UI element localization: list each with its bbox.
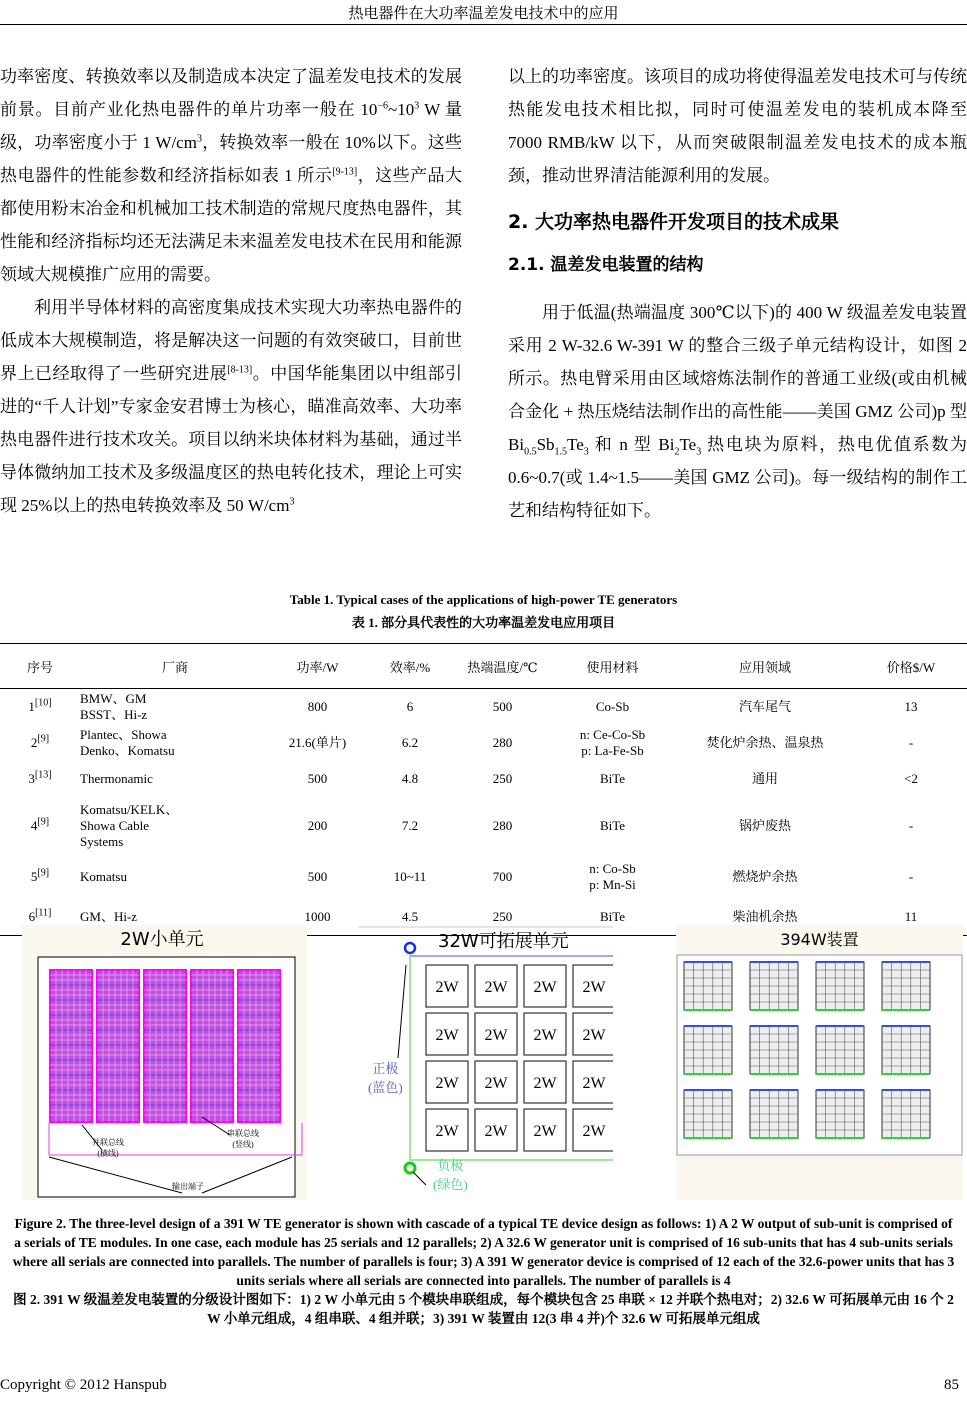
cell-mat: BiTe <box>599 771 626 786</box>
cell-mat: Co-Sb <box>595 699 630 714</box>
cell-maker: Komatsu <box>80 869 127 884</box>
cell-label: 2W <box>582 1027 606 1044</box>
negative-terminal-icon <box>405 1163 415 1173</box>
column-header: 序号 <box>0 644 80 689</box>
cell-app: 焚化炉余热、温泉热 <box>706 735 824 750</box>
cell-mat: BiTe <box>550 899 675 935</box>
cell-no: 2[9] <box>30 733 50 750</box>
annotation-parallel-bus: 并联总线 (横线) <box>92 1138 124 1158</box>
cell-label: 2W <box>484 1027 508 1044</box>
cell-price: - <box>908 818 914 833</box>
panel-title: 32W可拓展单元 <box>438 931 569 952</box>
cell-app: 通用 <box>751 771 778 786</box>
cell-label: 2W <box>484 1123 508 1140</box>
cell-no: 4[9] <box>30 816 50 833</box>
cell-temp: 500 <box>492 699 513 714</box>
right-column <box>508 60 967 527</box>
cell-eff: 10~11 <box>393 869 427 884</box>
cell-label: 2W <box>435 979 459 996</box>
cell-label: 2W <box>582 1123 606 1140</box>
column-header: 使用材料 <box>550 644 675 689</box>
cell-no: 3[13] <box>28 769 52 786</box>
column-header: 热端温度/℃ <box>455 644 550 689</box>
cell-price: - <box>908 735 914 750</box>
cell-maker: Komatsu/KELK、 Showa Cable Systems <box>80 802 179 849</box>
cell-app: 柴油机余热 <box>675 899 855 935</box>
footer-copyright: Copyright © 2012 Hanspub <box>0 1377 167 1393</box>
paragraph: 利用半导体材料的高密度集成技术实现大功率热电器件的低成本大规模制造，将是解决这一问题的有效突破口，目前世界上已经取得了一些研究进展[8-13]。中国华能集团以中组部引进的“千人计划”专家金安君博士为核心，瞄准高效率、大功率热电器件进行技术攻关。项目以纳米块体材料为基础，通过半导体微纳加工技术及多级温度区的热电转化技术，理论上可实现 25%以上的热电转换效率及 50 $W/cm^3$ <box>0 298 463 515</box>
cell-label: 2W <box>533 1027 557 1044</box>
annotation-series-bus: 串联总线 (竖线) <box>227 1129 259 1149</box>
paragraph: 用于低温(热端温度 300℃以下)的 400 W 级温差发电装置采用 2 W-32.6 W-391 W 的整合三级子单元结构设计，如图 2 所示。热电臂采用由区域熔炼法制作的普通工业级(或由机械合金化 + 热压烧结法制作出的高性能——美国 GMZ 公司)p 型 $Bi_{0.5}Sb_{1.5}Te_3$ 和 n 型 $Bi_2Te_3$ 热电块为原料，热电优值系数为 0.6~0.7(或 1.4~1.5——美国 GMZ 公司)。每一级结构的制作工艺和结构特征如下。 <box>508 303 967 520</box>
paragraph: 功率密度、转换效率以及制造成本决定了温差发电技术的发展前景。目前产业化热电器件的单片功率一般在 $10^{-6}\sim 10^3$ W 量级，功率密度小于 1 $W/cm^3$，转换效率一般在 10%以下。这些热电器件的性能参数和经济指标如表 1 所示[9-13]，这些产品大都使用粉末冶金和机械加工技术制造的常规尺度热电器件，其性能和经济指标均还无法满足未来温差发电技术在民用和能源领域大规模推广应用的需要。 <box>0 67 463 284</box>
column-header: 应用领域 <box>675 644 855 689</box>
cell-eff: 7.2 <box>401 818 419 833</box>
cell-maker: GM、Hi-z <box>80 899 270 935</box>
table-row <box>0 689 967 726</box>
column-header: 厂商 <box>80 644 270 689</box>
cell-power: 21.6(单片) <box>288 735 347 750</box>
annotation-output-terminal: 输出端子 <box>172 1182 204 1191</box>
cell-power: 500 <box>307 869 328 884</box>
cell-eff: 4.5 <box>365 899 455 935</box>
column-header: 效率/% <box>365 644 455 689</box>
header-rule <box>0 24 967 25</box>
negative-label: 负极 (绿色) <box>433 1158 468 1192</box>
cell-maker: BMW、GM BSST、Hi-z <box>80 691 148 722</box>
left-column <box>0 60 462 522</box>
data-table <box>0 643 967 936</box>
paragraph: 以上的功率密度。该项目的成功将使得温差发电技术可与传统热能发电技术相比拟，同时可使温差发电的装机成本降至 7000 RMB/kW 以下，从而突破限制温差发电技术的成本瓶颈，推动世界清洁能源利用的发展。 <box>508 67 967 185</box>
2w-unit-diagram <box>22 925 307 1200</box>
cell-mat: n: Co-Sb p: Mn-Si <box>589 861 636 892</box>
cell-label: 2W <box>484 979 508 996</box>
cell-price: 11 <box>855 899 967 935</box>
subsection-heading: 2.1. 温差发电装置的结构 <box>508 255 704 275</box>
cell-app: 锅炉废热 <box>738 818 791 833</box>
cell-temp: 250 <box>455 899 550 935</box>
figure-panel-2w-unit <box>22 925 307 1200</box>
cell-maker: Plantec、Showa Denko、Komatsu <box>80 727 175 758</box>
running-header: 热电器件在大功率温差发电技术中的应用 <box>348 6 619 22</box>
cell-eff: 6.2 <box>401 735 419 750</box>
figure-panel-394w-device <box>676 925 963 1200</box>
394w-device-diagram <box>676 925 963 1200</box>
cell-app: 汽车尾气 <box>738 699 791 714</box>
cell-no: 6[11] <box>0 899 80 935</box>
cell-label: 2W <box>582 979 606 996</box>
cell-label: 2W <box>484 1075 508 1092</box>
cell-price: - <box>908 869 914 884</box>
cell-temp: 280 <box>492 735 513 750</box>
table-header-row <box>0 644 967 689</box>
cell-temp: 280 <box>492 818 513 833</box>
cell-mat: BiTe <box>599 818 626 833</box>
cell-power: 800 <box>307 699 328 714</box>
cell-label: 2W <box>435 1123 459 1140</box>
table-title-cn: 表 1. 部分具代表性的大功率温差发电应用项目 <box>351 615 616 630</box>
cell-power: 500 <box>307 771 328 786</box>
positive-label: 正极 (蓝色) <box>368 1061 403 1095</box>
cell-temp: 250 <box>492 771 513 786</box>
cell-no: 1[10] <box>28 697 52 714</box>
table-row <box>0 725 967 761</box>
cell-label: 2W <box>533 1075 557 1092</box>
panel-title: 2W小单元 <box>120 929 204 950</box>
figure-panel-32w-unit <box>358 925 613 1200</box>
cell-price: 13 <box>904 699 918 714</box>
cell-temp: 700 <box>492 869 513 884</box>
table-row <box>0 855 967 899</box>
positive-terminal-icon <box>405 943 415 953</box>
cell-label: 2W <box>435 1075 459 1092</box>
cell-label: 2W <box>435 1027 459 1044</box>
table-title-en: Table 1. Typical cases of the applications of high-power TE generators <box>289 592 678 607</box>
section-heading: 2. 大功率热电器件开发项目的技术成果 <box>508 211 840 233</box>
footer-page-number: 85 <box>944 1377 959 1393</box>
cell-label: 2W <box>582 1075 606 1092</box>
cell-power: 200 <box>307 818 328 833</box>
cell-eff: 4.8 <box>401 771 419 786</box>
cell-maker: Thermonamic <box>80 771 153 786</box>
cell-no: 5[9] <box>30 867 50 884</box>
table-row <box>0 761 967 797</box>
cell-label: 2W <box>533 1123 557 1140</box>
cell-power: 1000 <box>270 899 365 935</box>
cell-app: 燃烧炉余热 <box>732 869 798 884</box>
column-header: 价格$/W <box>855 644 967 689</box>
panel-title: 394W装置 <box>780 930 859 949</box>
figure-caption: Figure 2. The three-level design of a 391 W TE generator is shown with cascade of a typical TE device design as follows: 1) A 2 W output of sub-unit is comprised of a serials of TE modules. In one case, each module has 25 serials and 12 parallels; 2) A 32.6 W generator unit is comprised of 16 sub-units that has 4 sub-units serials where all serials are connected into parallels. The number of parallels is four; 3) A 391 W generator device is comprised of 12 each of the 32.6-power units that has 3 units serials where all serials are connected into parallels. The number of parallels is 4 图 2. 391 W 级温差发电装置的分级设计图如下：1) 2 W 小单元由 5 个模块串联组成，每个模块包含 25 串联 × 12 并联个热电对；2) 32.6 W 可拓展单元由 16 个 2 W 小单元组成，4 组串联、4 组并联；3) 391 W 装置由 12(3 串 4 并)个 32.6 W 可拓展单元组成 <box>12 1216 955 1326</box>
cell-mat: n: Ce-Co-Sb p: La-Fe-Sb <box>579 727 646 758</box>
cell-eff: 6 <box>406 699 414 714</box>
table-row <box>0 797 967 855</box>
column-header: 功率/W <box>270 644 365 689</box>
cell-label: 2W <box>533 979 557 996</box>
cell-price: <2 <box>904 771 918 786</box>
